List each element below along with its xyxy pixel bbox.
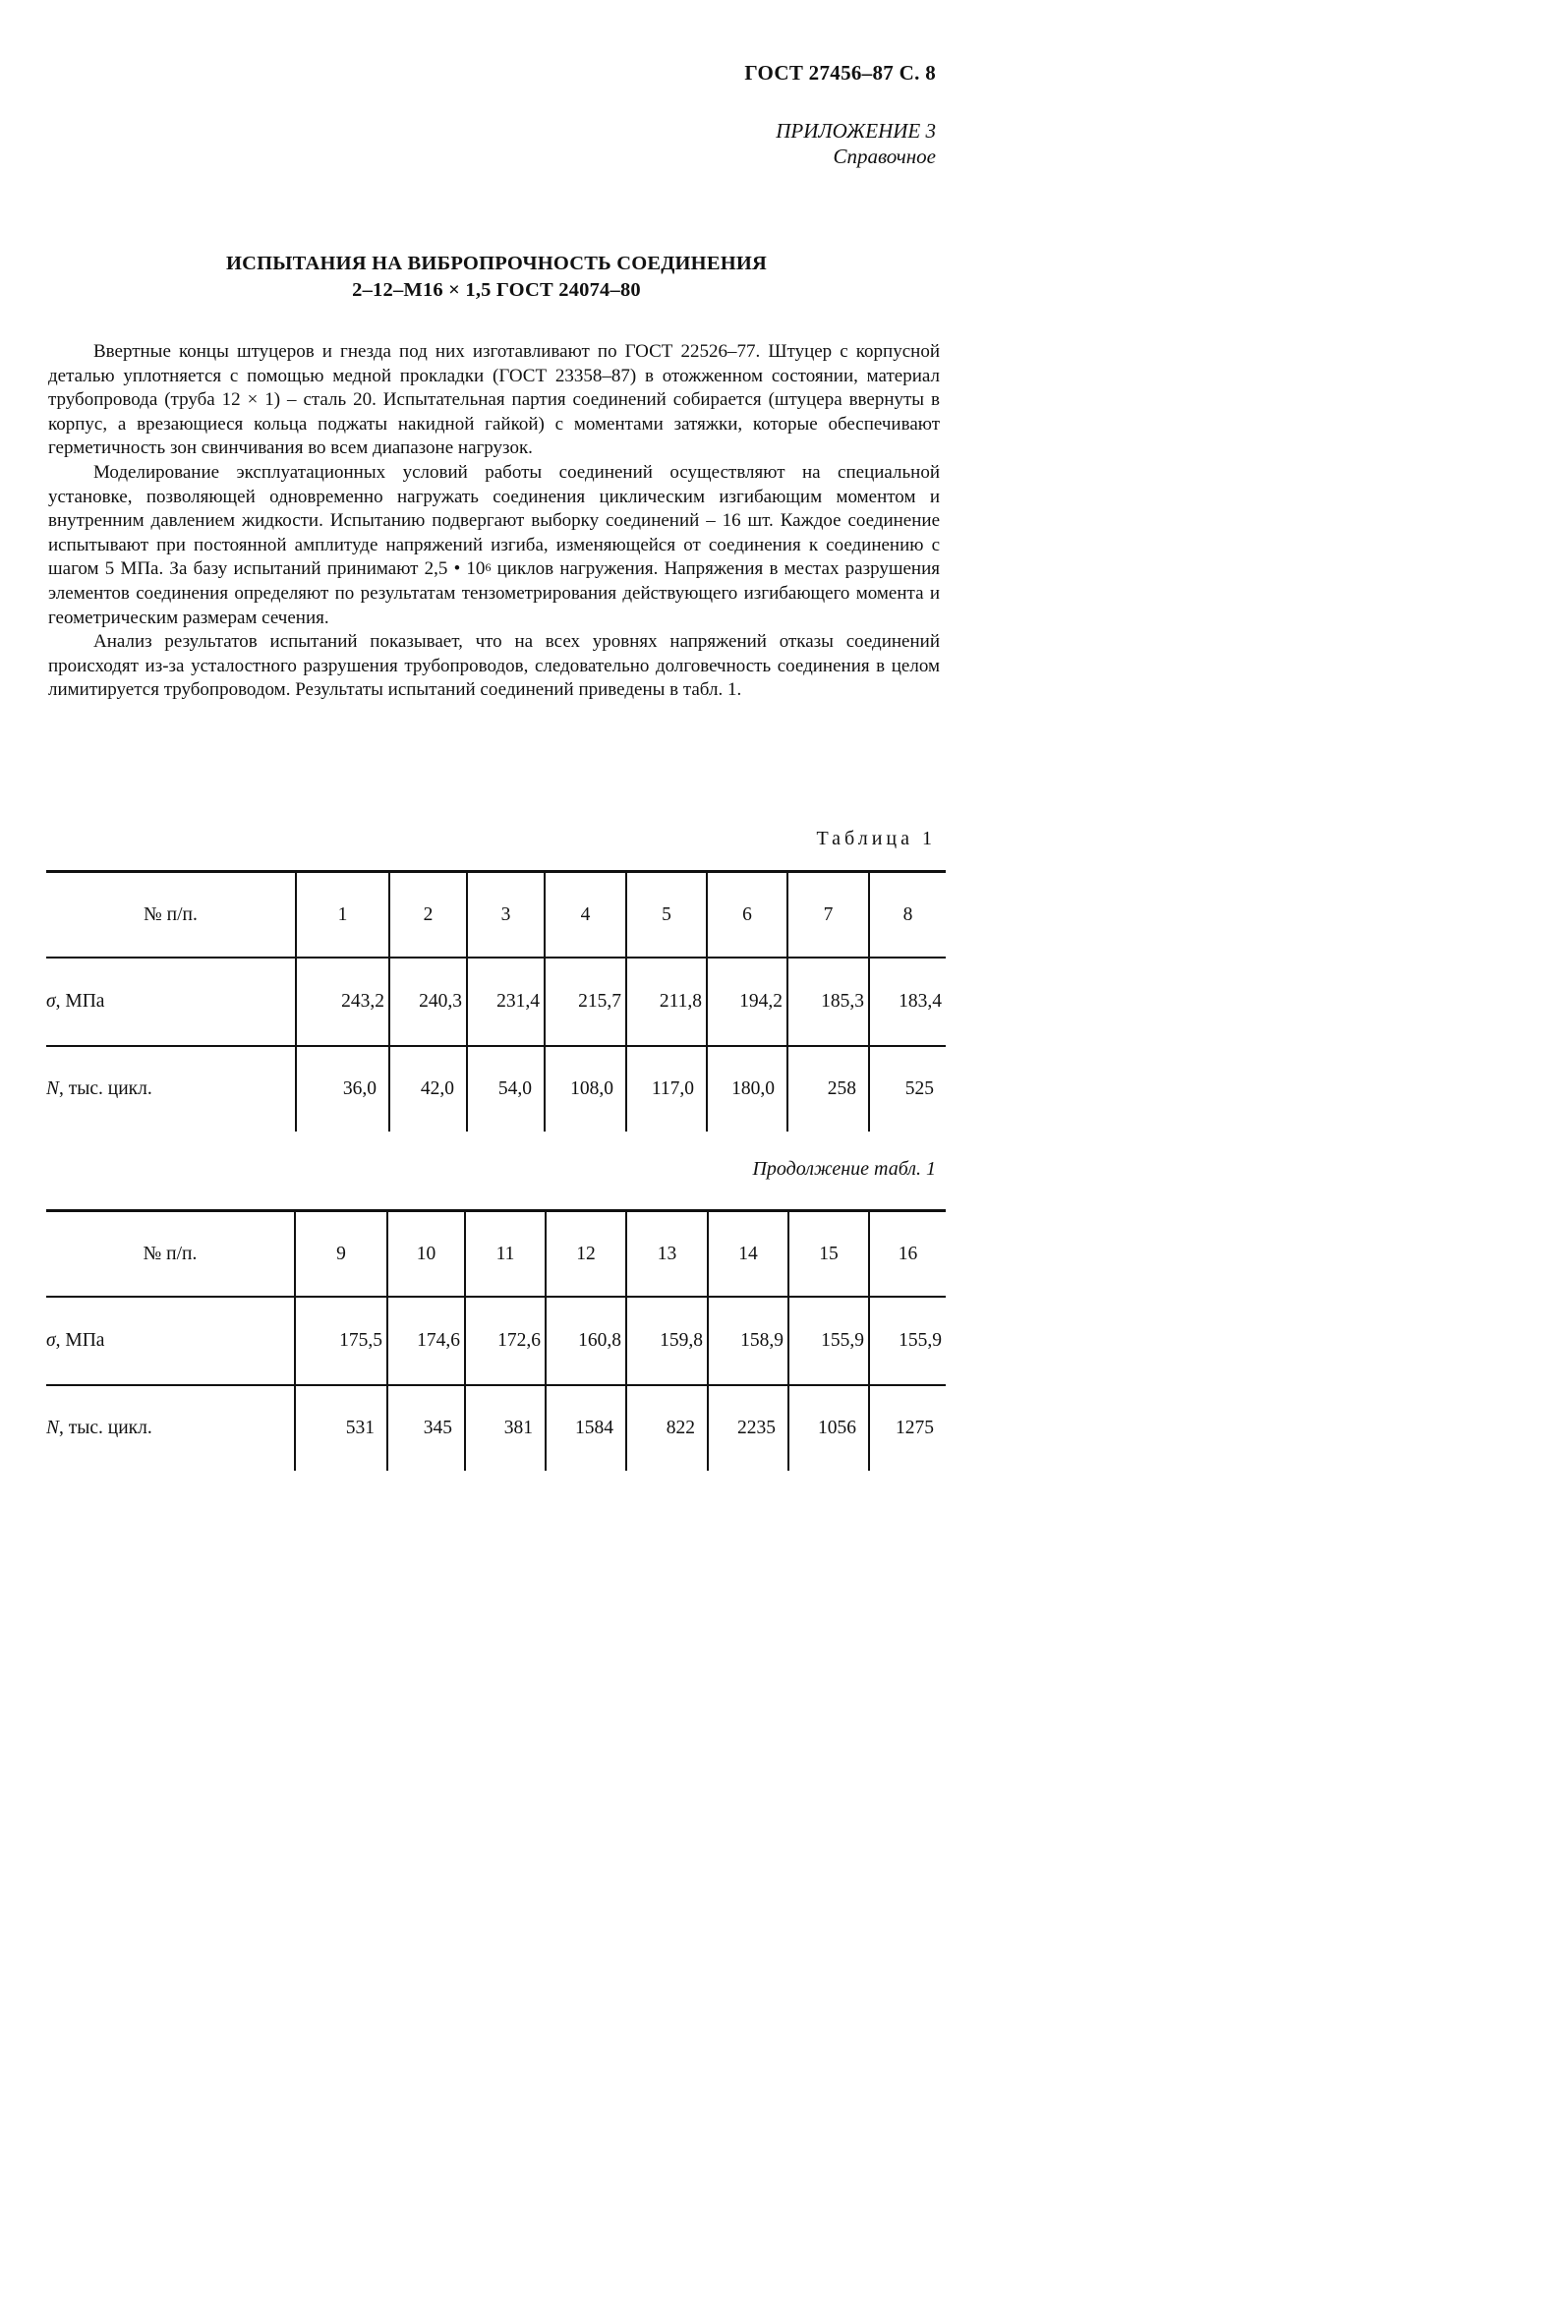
n-unit: , тыс. цикл. — [59, 1078, 152, 1099]
cell-number: 3 — [467, 872, 545, 959]
cell-number: 9 — [295, 1211, 387, 1298]
cell-sigma: 160,8 — [546, 1297, 626, 1385]
n-symbol: N — [46, 1078, 60, 1099]
n-symbol: N — [46, 1418, 60, 1438]
cell-cycles: 1584 — [546, 1385, 626, 1471]
cell-cycles: 117,0 — [626, 1046, 707, 1132]
cell-number: 16 — [869, 1211, 946, 1298]
cell-number: 6 — [707, 872, 787, 959]
cell-sigma: 155,9 — [788, 1297, 869, 1385]
sigma-unit: , МПа — [55, 991, 105, 1012]
sigma-symbol: σ — [46, 1330, 56, 1351]
paragraph-2-exponent: 6 — [485, 560, 492, 575]
paragraph-2 — [48, 461, 940, 630]
cell-cycles: 381 — [465, 1385, 546, 1471]
paragraph-2-part-a: Моделирование эксплуатационных условий работы соединений осуществляют на специальной установке, позволяющей одновременно нагружать соединения циклическим изгибающим моментом и внутренним давлением жидкости. Испытанию подвергают выборку соединений – 16 шт. Каждое соединение испытывают при постоянной амплитуде напряжений изгиба, изменяющейся от соединения к соединению с шагом 5 МПа. За базу испытаний принимают 2,5 • 10 — [48, 461, 940, 580]
cell-number: 7 — [787, 872, 869, 959]
title-line-2: 2–12–М16 × 1,5 ГОСТ 24074–80 — [352, 279, 641, 301]
paragraph-1: Ввертные концы штуцеров и гнезда под них изготавливают по ГОСТ 22526–77. Штуцер с корпусной деталью уплотняется с помощью медной прокладки (ГОСТ 23358–87) в отожженном состоянии, материал трубопровода (труба 12 × 1) – сталь 20. Испытательная партия соединений собирается (штуцера ввернуты в корпус, а врезающиеся кольца поджаты накидной гайкой) с моментами затяжки, которые обеспечивают герметичность зон свинчивания во всем диапазоне нагрузок. — [48, 341, 940, 459]
cell-sigma: 158,9 — [708, 1297, 788, 1385]
appendix-label — [776, 118, 936, 169]
n-unit: , тыс. цикл. — [59, 1418, 152, 1438]
table-2 — [46, 1209, 946, 1471]
row-header-number: № п/п. — [46, 872, 296, 959]
cell-number: 4 — [545, 872, 626, 959]
cell-cycles: 822 — [626, 1385, 708, 1471]
cell-number: 1 — [296, 872, 389, 959]
cell-number: 14 — [708, 1211, 788, 1298]
cell-cycles: 531 — [295, 1385, 387, 1471]
cell-number: 5 — [626, 872, 707, 959]
cell-number: 15 — [788, 1211, 869, 1298]
table-row-cycles — [46, 1046, 946, 1132]
cell-sigma: 211,8 — [626, 958, 707, 1046]
row-header-cycles — [46, 1046, 296, 1132]
appendix-type: Справочное — [833, 145, 936, 168]
table-1-caption: Таблица 1 — [816, 828, 936, 849]
table-row-cycles — [46, 1385, 946, 1471]
cell-cycles: 54,0 — [467, 1046, 545, 1132]
cell-cycles: 1275 — [869, 1385, 946, 1471]
table-row-sigma — [46, 958, 946, 1046]
cell-sigma: 172,6 — [465, 1297, 546, 1385]
cell-number: 12 — [546, 1211, 626, 1298]
table-2-caption: Продолжение табл. 1 — [752, 1158, 936, 1180]
document-title — [0, 251, 993, 304]
cell-sigma: 240,3 — [389, 958, 467, 1046]
table-1 — [46, 870, 946, 1132]
body-text — [48, 340, 940, 703]
cell-number: 8 — [869, 872, 946, 959]
cell-sigma: 155,9 — [869, 1297, 946, 1385]
cell-cycles: 108,0 — [545, 1046, 626, 1132]
cell-sigma: 175,5 — [295, 1297, 387, 1385]
title-line-1: ИСПЫТАНИЯ НА ВИБРОПРОЧНОСТЬ СОЕДИНЕНИЯ — [225, 253, 767, 274]
cell-cycles: 42,0 — [389, 1046, 467, 1132]
sigma-unit: , МПа — [55, 1330, 105, 1351]
paragraph-2-part-b: циклов нагружения. Напряжения в местах разрушения элементов соединения определяют по результатам тензометрирования действующего изгибающего момента и геометрическим размерам сечения. — [48, 558, 940, 628]
paragraph-3: Анализ результатов испытаний показывает, что на всех уровнях напряжений отказы соединений происходят из-за усталостного разрушения трубопроводов, следовательно долговечность соединения в целом лимитируется трубопроводом. Результаты испытаний соединений приведены в табл. 1. — [48, 631, 940, 701]
page-header-code: ГОСТ 27456–87 С. 8 — [744, 61, 936, 85]
cell-cycles: 258 — [787, 1046, 869, 1132]
cell-sigma: 215,7 — [545, 958, 626, 1046]
row-header-sigma — [46, 958, 296, 1046]
row-header-number: № п/п. — [46, 1211, 295, 1298]
cell-number: 13 — [626, 1211, 708, 1298]
cell-number: 10 — [387, 1211, 465, 1298]
row-header-cycles — [46, 1385, 295, 1471]
row-header-sigma — [46, 1297, 295, 1385]
cell-cycles: 525 — [869, 1046, 946, 1132]
cell-sigma: 183,4 — [869, 958, 946, 1046]
cell-number: 2 — [389, 872, 467, 959]
table-row-sigma — [46, 1297, 946, 1385]
cell-sigma: 174,6 — [387, 1297, 465, 1385]
table-row-number — [46, 872, 946, 959]
cell-sigma: 231,4 — [467, 958, 545, 1046]
cell-sigma: 194,2 — [707, 958, 787, 1046]
cell-cycles: 345 — [387, 1385, 465, 1471]
cell-sigma: 243,2 — [296, 958, 389, 1046]
cell-cycles: 1056 — [788, 1385, 869, 1471]
cell-cycles: 180,0 — [707, 1046, 787, 1132]
cell-cycles: 36,0 — [296, 1046, 389, 1132]
cell-cycles: 2235 — [708, 1385, 788, 1471]
table-row-number — [46, 1211, 946, 1298]
cell-sigma: 185,3 — [787, 958, 869, 1046]
appendix-title: ПРИЛОЖЕНИЕ 3 — [776, 119, 936, 143]
cell-sigma: 159,8 — [626, 1297, 708, 1385]
sigma-symbol: σ — [46, 991, 56, 1012]
cell-number: 11 — [465, 1211, 546, 1298]
